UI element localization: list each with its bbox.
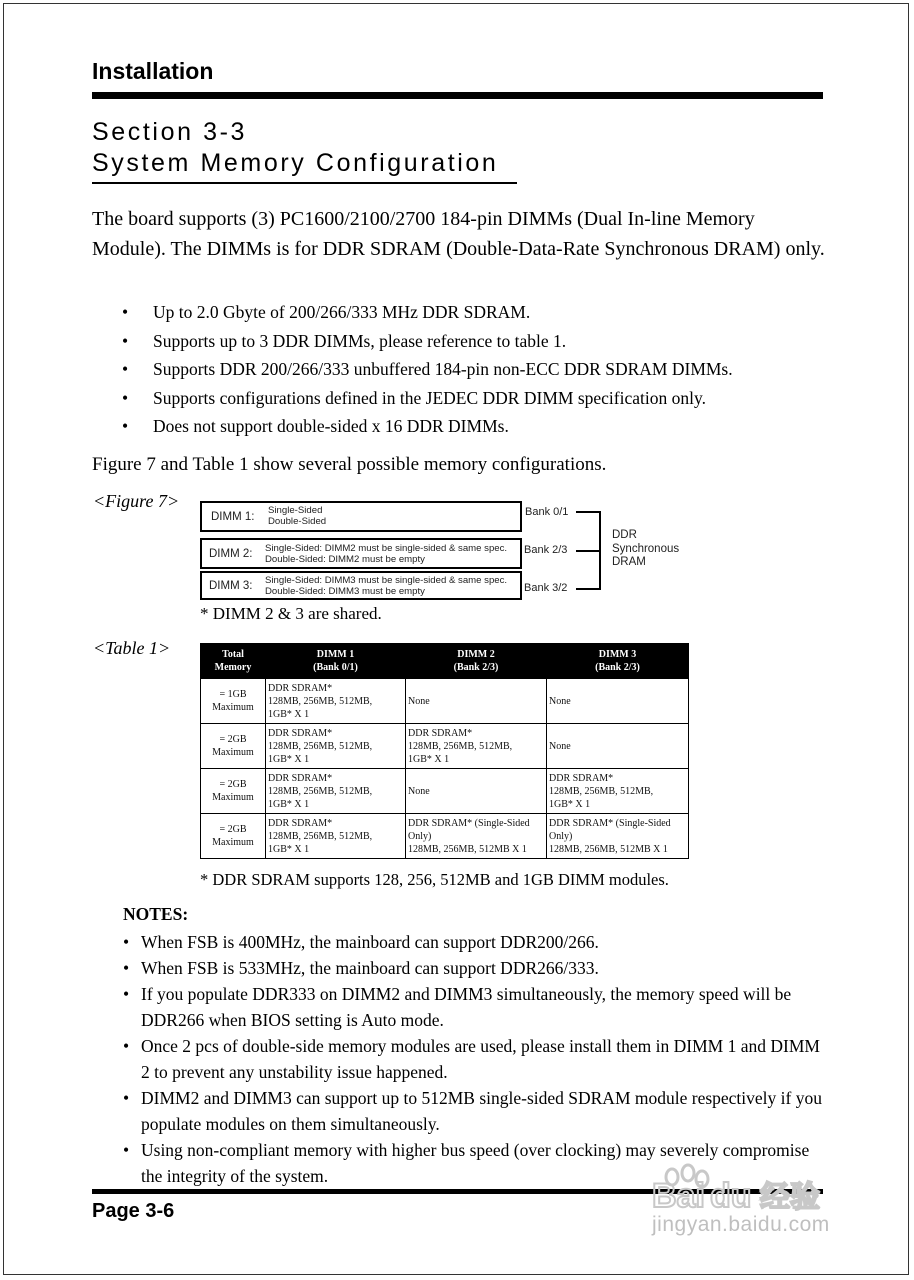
table-row <box>201 769 689 814</box>
intro-paragraph: The board supports (3) PC1600/2100/2700 184-pin DIMMs (Dual In-line Memory Module). The DIMMs is for DDR SDRAM (Double-Data-Rate Synchronous DRAM) only. <box>92 208 825 260</box>
cell-dimm1: DDR SDRAM* 128MB, 256MB, 512MB, 1GB* X 1 <box>266 724 406 769</box>
bullet-icon: • <box>122 387 129 408</box>
ddr-label <box>612 529 679 570</box>
cell-total: = 1GB Maximum <box>201 679 266 724</box>
cell-dimm3: DDR SDRAM* (Single-Sided Only) 128MB, 256MB, 512MB X 1 <box>547 814 689 859</box>
bracket-line <box>576 550 601 552</box>
watermark-url: jingyan.baidu.com <box>652 1213 830 1236</box>
note-item <box>123 981 833 1033</box>
ddr-label-line: Synchronous <box>612 542 680 555</box>
dimm-slot-2 <box>200 538 522 569</box>
note-item <box>123 1085 833 1137</box>
note-text: When FSB is 400MHz, the mainboard can support DDR200/266. <box>141 932 599 952</box>
table-row <box>201 679 689 724</box>
notes-heading: NOTES: <box>123 904 189 924</box>
feature-text: Supports configurations defined in the JEDEC DDR DIMM specification only. <box>153 387 706 408</box>
note-item <box>123 1033 833 1085</box>
cell-total: = 2GB Maximum <box>201 769 266 814</box>
memory-config-table <box>200 643 689 859</box>
feature-text: Up to 2.0 Gbyte of 200/266/333 MHz DDR SDRAM. <box>153 302 531 322</box>
feature-item <box>122 327 832 356</box>
bracket-line <box>576 511 601 513</box>
ddr-label-line: DRAM <box>612 556 646 568</box>
dimm-slot-1 <box>200 501 522 532</box>
feature-item <box>122 384 832 413</box>
bullet-icon: • <box>122 302 129 322</box>
table-row <box>201 814 689 859</box>
bank-label: Bank 0/1 <box>525 506 569 518</box>
table-row <box>201 724 689 769</box>
cell-dimm2: DDR SDRAM* 128MB, 256MB, 512MB, 1GB* X 1 <box>406 724 547 769</box>
baidu-watermark-logo <box>648 1163 860 1253</box>
bank-label: Bank 3/2 <box>524 582 568 594</box>
dimm-slot-3 <box>200 571 522 600</box>
dimm-desc-line2: Double-Sided <box>268 516 327 527</box>
cell-dimm1: DDR SDRAM* 128MB, 256MB, 512MB, 1GB* X 1 <box>266 814 406 859</box>
svg-text:经验: 经验 <box>760 1180 820 1215</box>
table-label: <Table 1> <box>93 638 171 658</box>
dimm-desc-line2: Double-Sided: DIMM2 must be empty <box>265 554 425 565</box>
header-dimm3: DIMM 3 (Bank 2/3) <box>547 644 689 679</box>
header-dimm2: DIMM 2 (Bank 2/3) <box>406 644 547 679</box>
feature-item <box>122 355 832 384</box>
table-note: * DDR SDRAM supports 128, 256, 512MB and 1GB DIMM modules. <box>200 870 669 889</box>
figure-intro: Figure 7 and Table 1 show several possible memory configurations. <box>92 454 607 475</box>
feature-item <box>122 412 832 441</box>
page-number: Page 3-6 <box>92 1200 175 1222</box>
cell-total: = 2GB Maximum <box>201 814 266 859</box>
cell-dimm3: DDR SDRAM* 128MB, 256MB, 512MB, 1GB* X 1 <box>547 769 689 814</box>
svg-text:Bai: Bai <box>652 1177 705 1215</box>
section-title: System Memory Configuration <box>92 149 499 177</box>
feature-text: Does not support double-sided x 16 DDR DIMMs. <box>153 416 509 436</box>
notes-list <box>123 929 833 1189</box>
header-dimm1: DIMM 1 (Bank 0/1) <box>266 644 406 679</box>
header-title: Installation <box>92 58 214 84</box>
feature-text: Supports DDR 200/266/333 unbuffered 184-pin non-ECC DDR SDRAM DIMMs. <box>153 359 733 379</box>
bullet-icon: • <box>122 359 129 379</box>
cell-dimm3: None <box>547 679 689 724</box>
cell-dimm1: DDR SDRAM* 128MB, 256MB, 512MB, 1GB* X 1 <box>266 769 406 814</box>
bullet-icon: • <box>123 1140 130 1160</box>
bullet-icon: • <box>123 1088 130 1108</box>
table-header-row <box>201 644 689 679</box>
feature-list <box>122 298 832 441</box>
cell-total: = 2GB Maximum <box>201 724 266 769</box>
bullet-icon: • <box>122 330 129 351</box>
dimm-desc-line1: Single-Sided: DIMM2 must be single-sided & same spec. <box>265 543 508 554</box>
note-text: Once 2 pcs of double-side memory modules are used, please install them in DIMM 1 and DIMM 2 to prevent any unstability issue happened. <box>141 1036 820 1082</box>
cell-dimm2: None <box>406 679 547 724</box>
header-rule <box>92 92 823 99</box>
bullet-icon: • <box>123 932 130 952</box>
dimm-desc-line1: Single-Sided: DIMM3 must be single-sided & same spec. <box>265 575 508 586</box>
cell-dimm2: None <box>406 769 547 814</box>
dimm-name: DIMM 3: <box>209 580 253 592</box>
ddr-label-line: DDR <box>612 529 637 541</box>
note-text: If you populate DDR333 on DIMM2 and DIMM3 simultaneously, the memory speed will be DDR266 when BIOS setting is Auto mode. <box>141 984 792 1030</box>
note-text: Using non-compliant memory with higher bus speed (over clocking) may severely compromise the integrity of the system. <box>141 1140 810 1186</box>
figure-label: <Figure 7> <box>93 491 180 511</box>
cell-dimm2: DDR SDRAM* (Single-Sided Only) 128MB, 256MB, 512MB X 1 <box>406 814 547 859</box>
bracket-vertical <box>599 511 601 590</box>
figure-note: * DIMM 2 & 3 are shared. <box>200 604 382 623</box>
cell-dimm3: None <box>547 724 689 769</box>
note-item <box>123 955 833 981</box>
bullet-icon: • <box>122 416 129 436</box>
bullet-icon: • <box>123 1036 130 1056</box>
dimm-desc-line2: Double-Sided: DIMM3 must be empty <box>265 586 425 597</box>
bank-label: Bank 2/3 <box>524 544 568 556</box>
bracket-line <box>576 588 601 590</box>
cell-dimm1: DDR SDRAM* 128MB, 256MB, 512MB, 1GB* X 1 <box>266 679 406 724</box>
feature-text: Supports up to 3 DDR DIMMs, please reference to table 1. <box>153 330 567 351</box>
bullet-icon: • <box>123 984 130 1004</box>
feature-item <box>122 298 832 327</box>
note-text: When FSB is 533MHz, the mainboard can support DDR266/333. <box>141 958 599 978</box>
note-text: DIMM2 and DIMM3 can support up to 512MB single-sided SDRAM module respectively if you populate modules on them simultaneously. <box>141 1088 822 1134</box>
dimm-desc-line1: Single-Sided <box>268 505 323 516</box>
section-number: Section 3-3 <box>92 118 248 146</box>
dimm-name: DIMM 1: <box>211 511 255 523</box>
note-item <box>123 929 833 955</box>
section-title-underline <box>92 182 517 184</box>
dimm-name: DIMM 2: <box>209 548 253 560</box>
bullet-icon: • <box>123 958 130 978</box>
svg-text:du: du <box>710 1177 752 1215</box>
header-total-memory: Total Memory <box>201 644 266 679</box>
